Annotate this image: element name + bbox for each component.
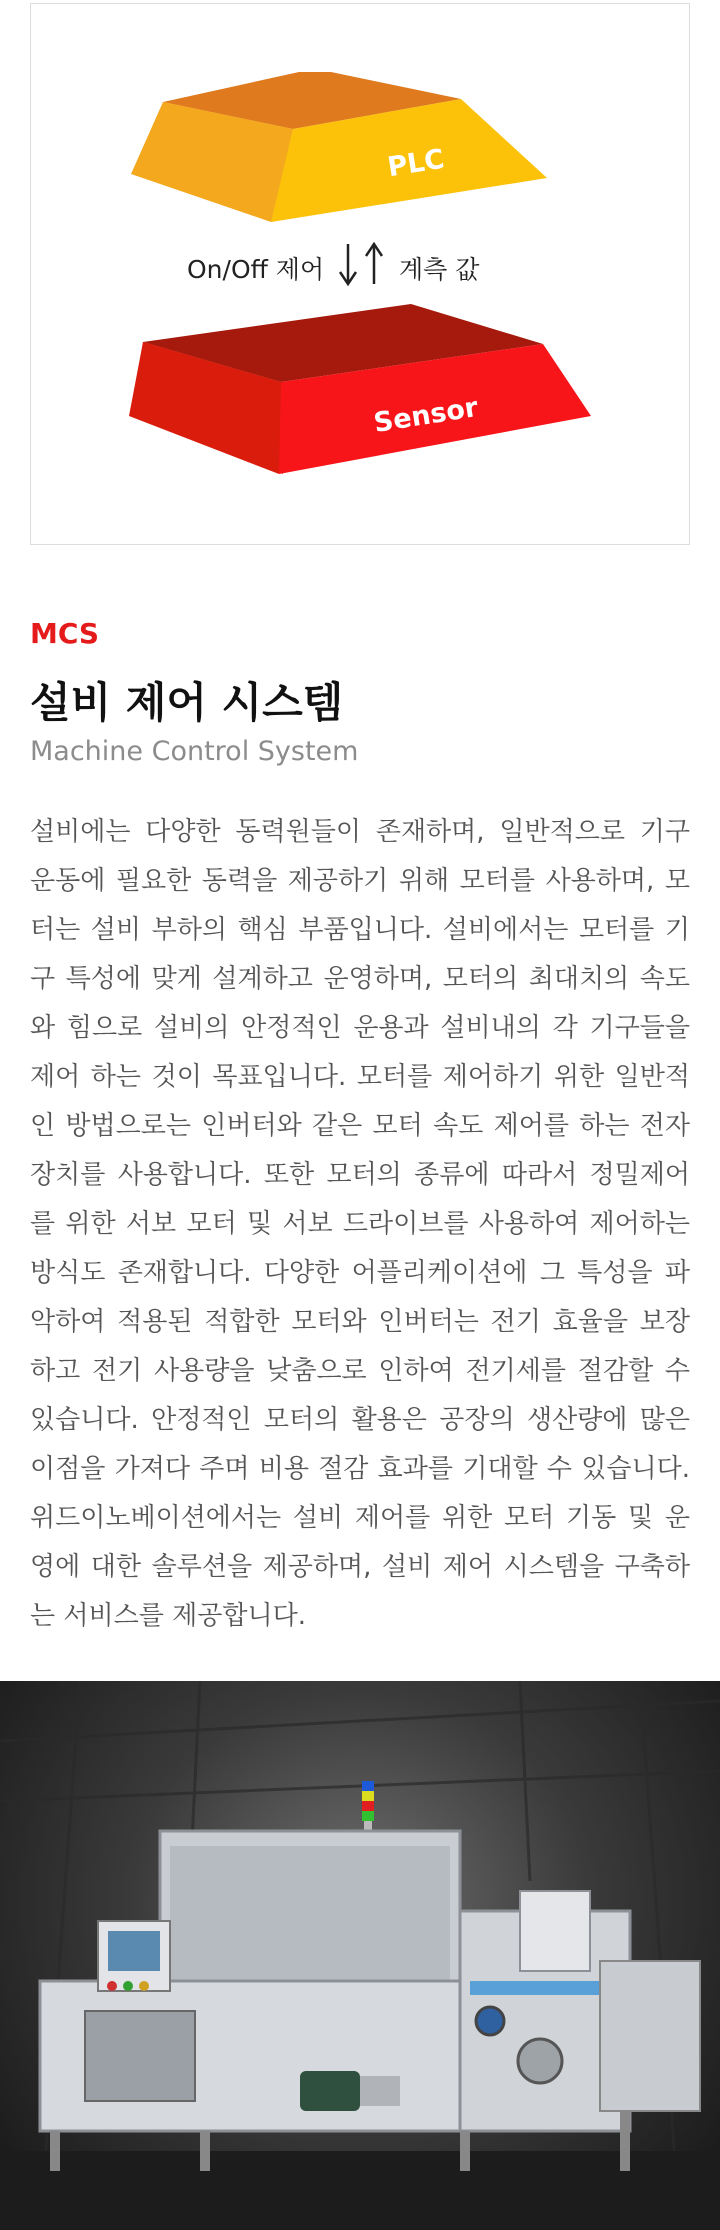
section-subtitle: Machine Control System <box>30 736 359 767</box>
section-tag: MCS <box>30 617 100 650</box>
measured-value-label: 계측 값 <box>399 255 480 284</box>
sensor-label: Sensor <box>371 391 481 440</box>
down-arrow-icon <box>340 244 356 284</box>
on-off-control-label: On/Off 제어 <box>187 255 325 284</box>
sensor-block <box>129 304 591 474</box>
up-arrow-icon <box>366 244 382 284</box>
diagram-graphic <box>31 4 691 546</box>
machine-illustration <box>0 1681 720 2230</box>
plc-label: PLC <box>385 143 447 184</box>
signal-tower <box>362 1781 374 1831</box>
section-description: 설비에는 다양한 동력원들이 존재하며, 일반적으로 기구 운동에 필요한 동력을 제공하기 위해 모터를 사용하며, 모터는 설비 부하의 핵심 부품입니다. 설비에서는 모터를 기구 특성에 맞게 설계하고 운영하며, 모터의 최대치의 속도와 힘으로 설비의 안정적인 운용과 설비내의 각 기구들을 제어 하는 것이 목표입니다. 모터를 제어하기 위한 일반적인 방법으로는 인버터와 같은 모터 속도 제어를 하는 전자 장치를 사용합니다. 또한 모터의 종류에 따라서 정밀제어를 위한 서보 모터 및 서보 드라이브를 사용하여 제어하는 방식도 존재합니다. 다양한 어플리케이션에 그 특성을 파악하여 적용된 적합한 모터와 인버터는 전기 효율을 보장하고 전기 사용량을 낮춤으로 인하여 전기세를 절감할 수 있습니다. 안정적인 모터의 활용은 공장의 생산량에 많은 이점을 가져다 주며 비용 절감 효과를 기대할 수 있습니다. 위드이노베이션에서는 설비 제어를 위한 모터 기동 및 운영에 대한 솔루션을 제공하며, 설비 제어 시스템을 구축하는 서비스를 제공합니다. <box>30 817 690 1631</box>
plc-sensor-diagram <box>30 3 690 545</box>
machine-photo <box>0 1681 720 2230</box>
plc-block <box>131 72 547 222</box>
section-title: 설비 제어 시스템 <box>30 678 344 727</box>
